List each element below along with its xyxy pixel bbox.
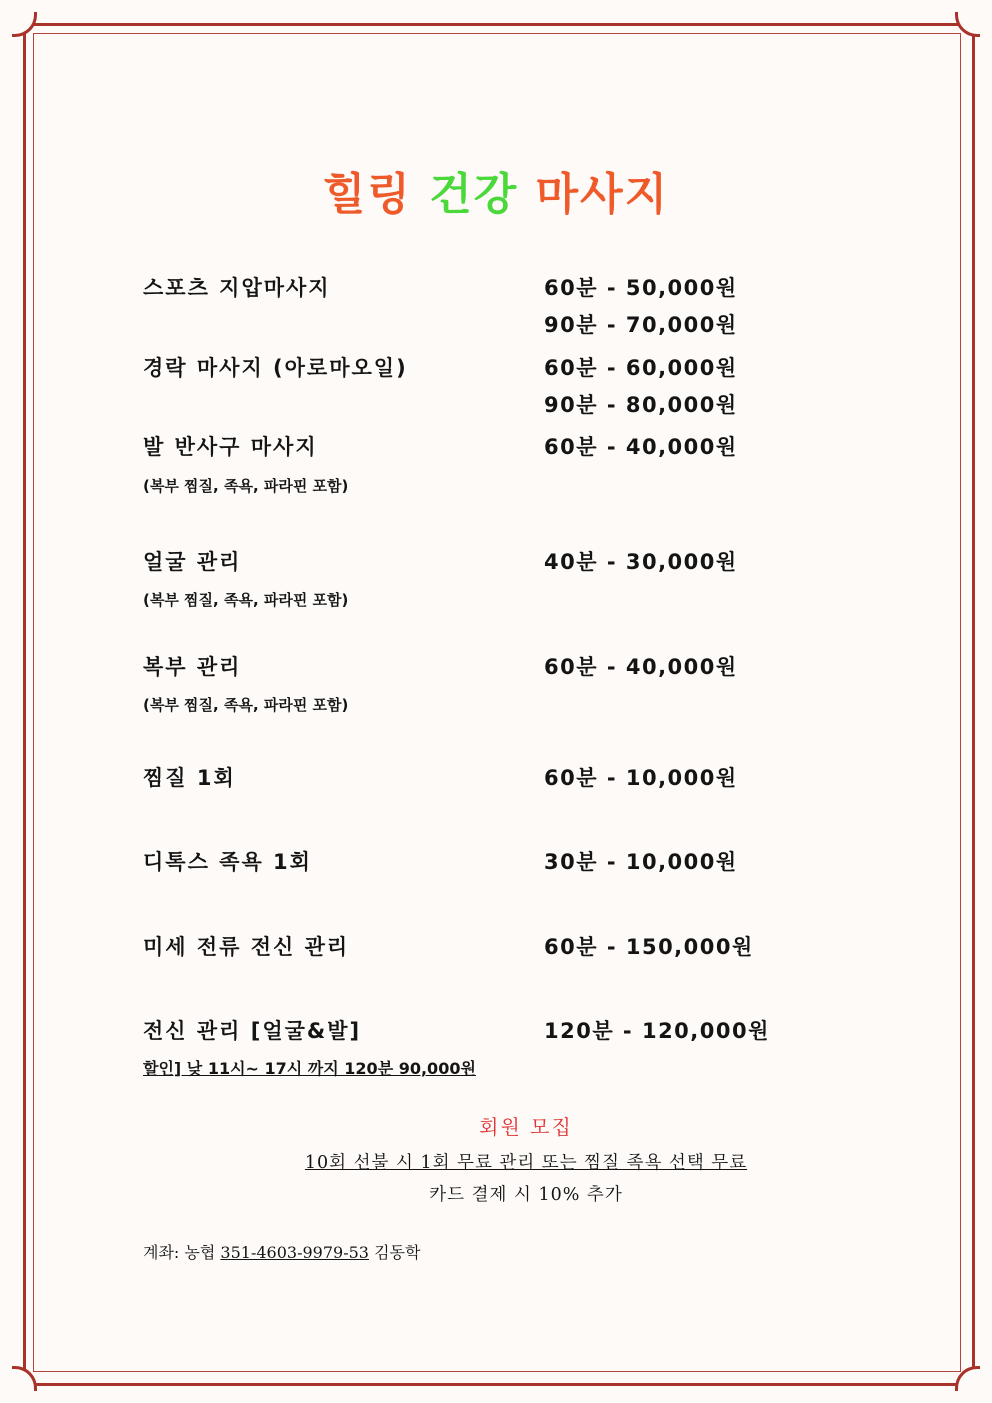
account-number: 351-4603-9979-53 bbox=[220, 1243, 369, 1262]
bank-account bbox=[143, 1240, 420, 1263]
menu-item-price: 30분 - 10,000원 bbox=[544, 850, 738, 874]
discount-note: 할인] 낮 11시~ 17시 까지 120분 90,000원 bbox=[143, 1059, 476, 1078]
menu-item-price: 60분 - 60,000원 bbox=[544, 356, 738, 380]
menu-item-name: 얼굴 관리 bbox=[143, 550, 242, 574]
account-label: 계좌: 농협 bbox=[143, 1243, 216, 1262]
menu-item-name: 스포츠 지압마사지 bbox=[143, 276, 331, 300]
page-title bbox=[0, 158, 992, 218]
menu-item-name: 미세 전류 전신 관리 bbox=[143, 935, 350, 959]
menu-item-note: (복부 찜질, 족욕, 파라핀 포함) bbox=[143, 591, 349, 609]
title-part-healing: 힐링 bbox=[322, 169, 412, 220]
menu-item-price: 60분 - 10,000원 bbox=[544, 766, 738, 790]
menu-item-price: 60분 - 50,000원 bbox=[544, 276, 738, 300]
account-holder: 김동학 bbox=[374, 1243, 421, 1262]
menu-item-price: 40분 - 30,000원 bbox=[544, 550, 738, 574]
card-surcharge-note: 카드 결제 시 10% 추가 bbox=[429, 1185, 623, 1205]
menu-item-note: (복부 찜질, 족욕, 파라핀 포함) bbox=[143, 696, 349, 714]
menu-item-name: 디톡스 족욕 1회 bbox=[143, 850, 312, 874]
corner-ornament bbox=[955, 1366, 980, 1391]
menu-item-price: 60분 - 40,000원 bbox=[544, 435, 738, 459]
corner-ornament bbox=[12, 1366, 37, 1391]
menu-item-name: 복부 관리 bbox=[143, 655, 242, 679]
menu-item-price: 60분 - 40,000원 bbox=[544, 655, 738, 679]
title-part-massage: 마사지 bbox=[535, 169, 670, 220]
menu-item-note: (복부 찜질, 족욕, 파라핀 포함) bbox=[143, 477, 349, 495]
corner-ornament bbox=[12, 12, 37, 37]
menu-item-name: 전신 관리 [얼굴&발] bbox=[143, 1019, 362, 1043]
corner-ornament bbox=[955, 12, 980, 37]
menu-item-price: 120분 - 120,000원 bbox=[544, 1019, 770, 1043]
menu-item-name: 경락 마사지 (아로마오일) bbox=[143, 356, 408, 380]
menu-item-name: 찜질 1회 bbox=[143, 766, 236, 790]
recruit-heading: 회원 모집 bbox=[479, 1115, 573, 1139]
recruit-offer-text: 10회 선불 시 1회 무료 관리 또는 찜질 족욕 선택 무료 bbox=[304, 1153, 748, 1173]
menu-item-price: 90분 - 70,000원 bbox=[544, 313, 738, 337]
menu-item-price: 90분 - 80,000원 bbox=[544, 393, 738, 417]
menu-item-price: 60분 - 150,000원 bbox=[544, 935, 754, 959]
title-part-health: 건강 bbox=[429, 169, 519, 220]
recruit-offer bbox=[0, 1149, 992, 1174]
menu-item-name: 발 반사구 마사지 bbox=[143, 435, 318, 459]
